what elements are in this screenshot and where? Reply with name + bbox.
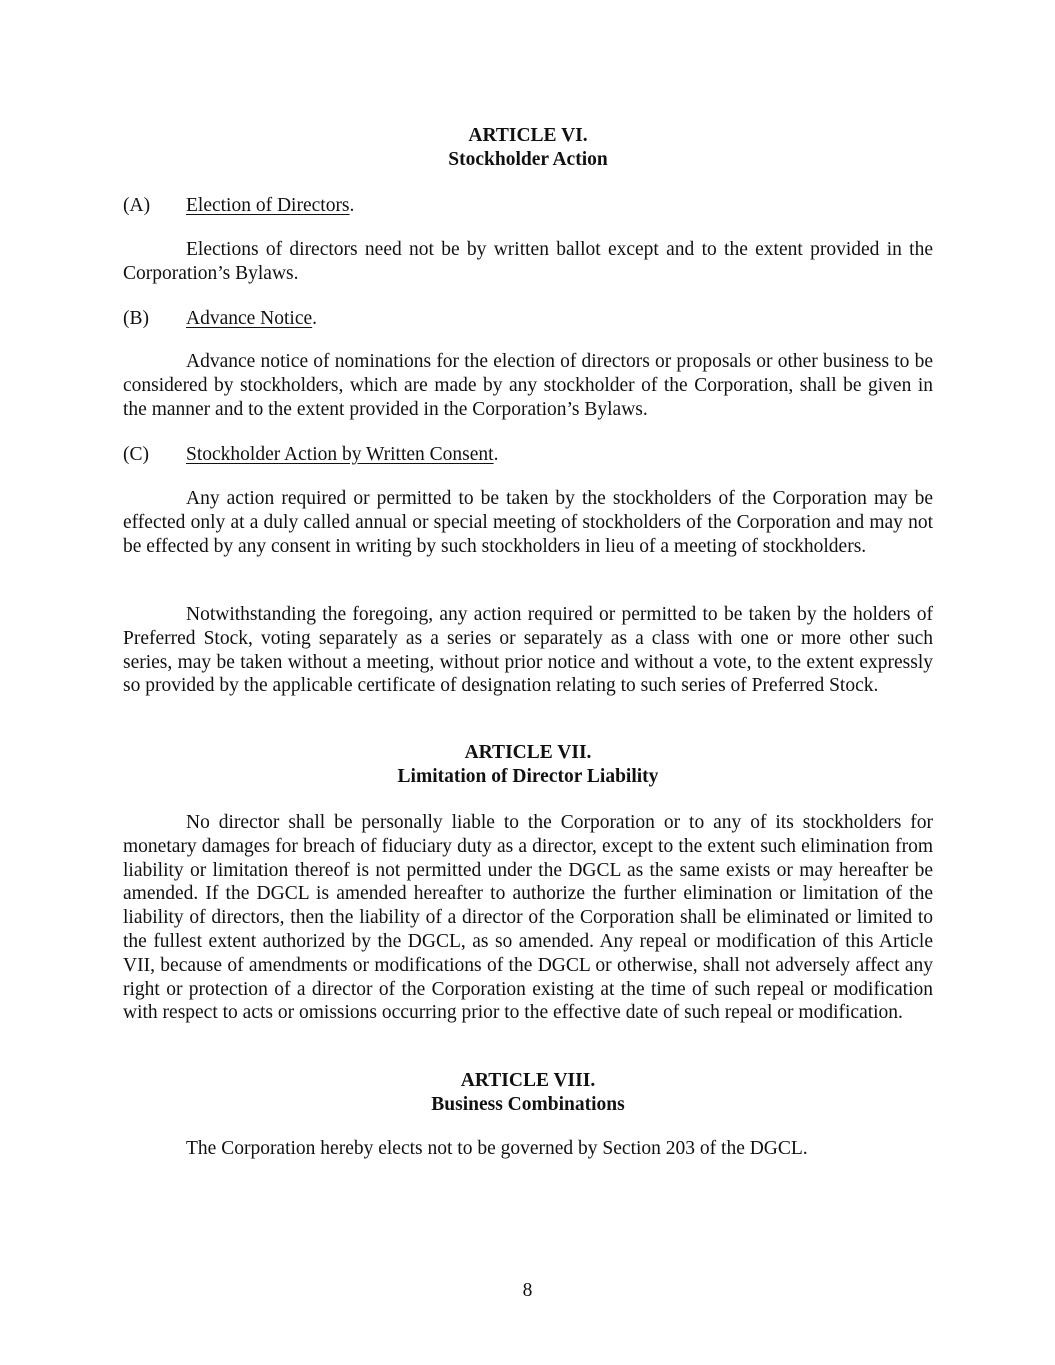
section-b-title: Advance Notice xyxy=(186,308,313,329)
article-viii-heading xyxy=(123,1069,933,1117)
section-c-title: Stockholder Action by Written Consent xyxy=(186,444,494,465)
article-vi-title: Stockholder Action xyxy=(448,148,608,170)
section-a-letter: (A) xyxy=(123,195,151,216)
section-a-period: . xyxy=(349,195,355,216)
section-c-letter: (C) xyxy=(123,444,149,465)
section-a-title: Election of Directors xyxy=(186,195,350,216)
article-vii-title: Limitation of Director Liability xyxy=(397,765,659,787)
section-b-heading xyxy=(123,307,933,331)
article-vii-paragraph: No director shall be personally liable to the Corporation or to any of its stockholders for monetary damages for breach of fiduciary duty as a director, except to the extent such elimination from liability or limitation thereof is not permitted under the DGCL as the same exists or may hereafter be amended. If the DGCL is amended hereafter to authorize the further elimination or limitation of the liability of directors, then the liability of a director of the Corporation shall be eliminated or limited to the fullest extent authorized by the DGCL, as so amended. Any repeal or modification of this Article VII, because of amendments or modifications of the DGCL or otherwise, shall not adversely affect any right or protection of a director of the Corporation existing at the time of such repeal or modification with respect to acts or omissions occurring prior to the effective date of such repeal or modification. xyxy=(123,812,933,1024)
section-c-period: . xyxy=(493,444,499,465)
page-number: 8 xyxy=(522,1280,533,1301)
section-b-period: . xyxy=(312,308,318,329)
section-c-paragraph-2: Notwithstanding the foregoing, any action required or permitted to be taken by the holders of Preferred Stock, voting separately as a series or separately as a class with one or more other such series, may be taken without a meeting, without prior notice and without a vote, to the extent expressly so provided by the applicable certificate of designation relating to such series of Preferred Stock. xyxy=(123,604,933,697)
section-b-paragraph: Advance notice of nominations for the election of directors or proposals or other business to be considered by stockholders, which are made by any stockholder of the Corporation, shall be given in the manner and to the extent provided in the Corporation’s Bylaws. xyxy=(123,351,933,420)
section-c-paragraph-1: Any action required or permitted to be taken by the stockholders of the Corporation may be effected only at a duly called annual or special meeting of stockholders of the Corporation and may not be effected by any consent in writing by such stockholders in lieu of a meeting of stockholders. xyxy=(123,488,933,557)
article-vi-heading xyxy=(123,124,933,172)
article-viii-number: ARTICLE VIII. xyxy=(460,1070,596,1091)
section-c-heading xyxy=(123,443,933,467)
section-a-paragraph: Elections of directors need not be by written ballot except and to the extent provided in the Corporation’s Bylaws. xyxy=(123,239,933,284)
article-vii-number: ARTICLE VII. xyxy=(464,742,592,763)
section-a-heading xyxy=(123,194,933,218)
section-b-letter: (B) xyxy=(123,308,149,329)
article-vi-number: ARTICLE VI. xyxy=(468,125,588,146)
article-vii-heading xyxy=(123,741,933,789)
article-viii-paragraph: The Corporation hereby elects not to be governed by Section 203 of the DGCL. xyxy=(186,1138,808,1159)
article-viii-title: Business Combinations xyxy=(431,1093,625,1115)
